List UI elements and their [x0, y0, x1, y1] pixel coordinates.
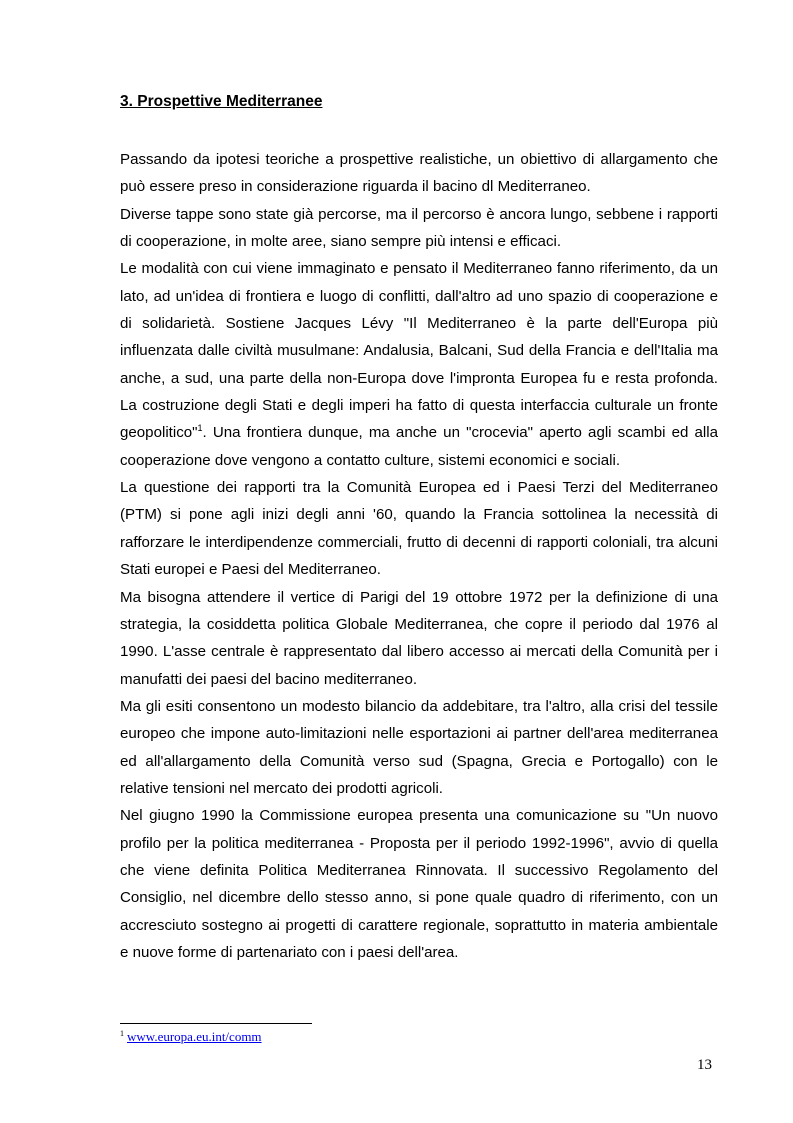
paragraph: Diverse tappe sono state già percorse, ma il percorso è ancora lungo, sebbene i rapporti di cooperazione, in molte aree, siano sempre più intensi e efficaci. — [120, 205, 718, 251]
paragraph: Passando da ipotesi teoriche a prospettive realistiche, un obiettivo di allargamento che può essere preso in considerazione riguarda il bacino dl Mediterraneo. — [120, 151, 718, 196]
footnote-number: 1 — [120, 1029, 124, 1038]
paragraph: Nel giugno 1990 la Commissione europea presenta una comunicazione su "Un nuovo profilo per la politica mediterranea - Proposta per il periodo 1992-1996", avvio di quella che viene definita Politica Mediterranea Rinnovata. Il successivo Regolamento del Consiglio, nel dicembre dello stesso anno, si pone quale quadro di riferimento, con un accresciuto sostegno ai progetti di carattere regionale, soprattutto in materia ambientale e nuove forme di partenariato con i paesi dell'area. — [120, 807, 718, 961]
paragraph: Ma gli esiti consentono un modesto bilancio da addebitare, tra l'altro, alla crisi del tessile europeo che impone auto-limitazioni nelle esportazioni ai partner dell'area mediterranea ed all'allargamento della Comunità verso sud (Spagna, Grecia e Portogallo) con le relative tensioni nel mercato dei prodotti agricoli. — [120, 697, 718, 797]
footnote-divider — [120, 1023, 312, 1024]
paragraph: Ma bisogna attendere il vertice di Parigi del 19 ottobre 1972 per la definizione di una strategia, la cosiddetta politica Globale Mediterranea, che copre il periodo dal 1976 al 1990. L'asse centrale è rappresentato dal libero accesso ai mercati della Comunità per i manufatti dei paesi del bacino mediterraneo. — [120, 588, 718, 688]
paragraph: La questione dei rapporti tra la Comunità Europea ed i Paesi Terzi del Mediterraneo (PTM) si pone agli inizi degli anni '60, quando la Francia sottolinea la necessità di rafforzare le interdipendenze commerciali, frutto di decenni di rapporti coloniali, tra alcuni Stati europei e Paesi del Mediterraneo. — [120, 479, 718, 579]
section-heading: 3. Prospettive Mediterranee — [120, 93, 323, 110]
footnote — [120, 1029, 262, 1045]
quote-text: Le modalità con cui viene immaginato e pensato il Mediterraneo fanno riferimento, da un lato, ad un'idea di frontiera e luogo di conflitti, dall'altro ad uno spazio di cooperazione e di solidarietà. Sostiene Jacques Lévy "Il Mediterraneo è la parte dell'Europa più influenzata dalle civiltà musulmane: Andalusia, Balcani, Sud della Francia e dell'Italia ma anche, a sud, una parte della non-Europa dove l'impronta Europea fu e resta profonda. La costruzione degli Stati e degli imperi ha fatto di questa interfaccia culturale un fronte geopolitico" — [120, 260, 718, 442]
footnote-link[interactable]: www.europa.eu.int/comm — [127, 1029, 262, 1044]
footnote-reference[interactable]: 1 — [197, 423, 203, 434]
quote-continuation: . Una frontiera dunque, ma anche un "crocevia" aperto agli scambi ed alla cooperazione dove vengono a contatto culture, sistemi economici e sociali. — [120, 424, 718, 469]
body-text — [120, 146, 718, 966]
page-number: 13 — [697, 1057, 712, 1073]
paragraph-with-quote — [120, 255, 718, 474]
